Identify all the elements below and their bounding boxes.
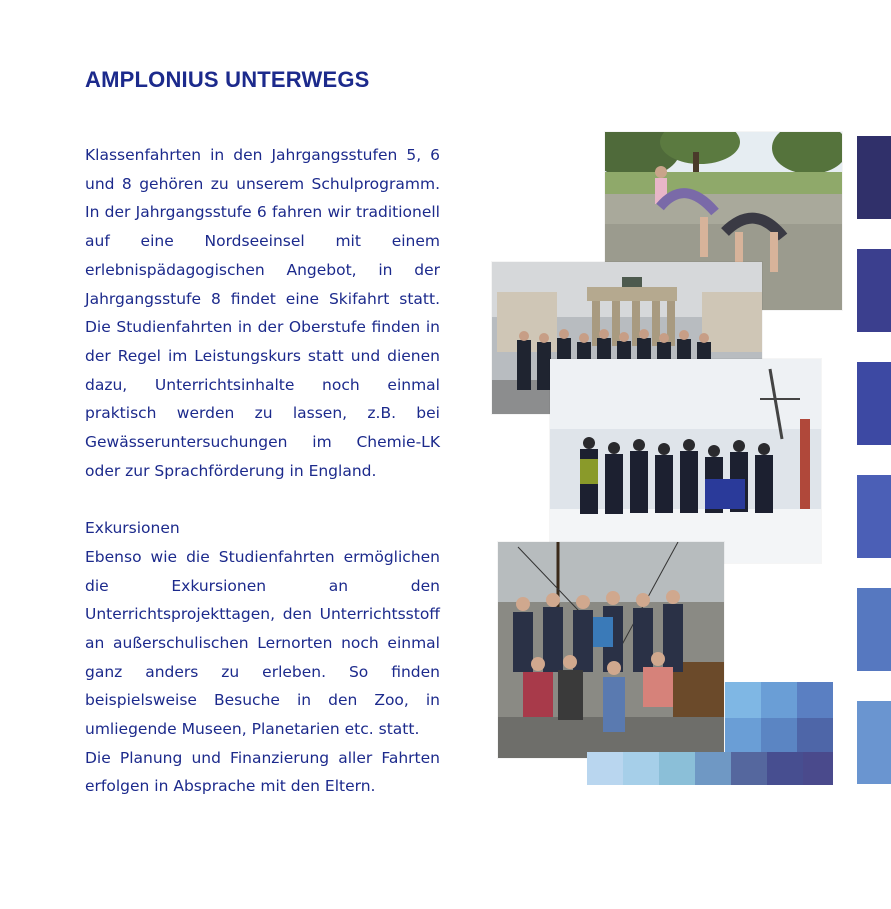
- mosaic-tile: [623, 752, 659, 785]
- mosaic-tile: [731, 752, 767, 785]
- color-stripe: [857, 588, 891, 671]
- color-stripe: [857, 701, 891, 784]
- mosaic-tile: [725, 718, 761, 754]
- mosaic-tile: [797, 718, 833, 754]
- mosaic-tile: [761, 682, 797, 718]
- color-stripe: [857, 136, 891, 219]
- mosaic-tile: [767, 752, 803, 785]
- mosaic-tile: [725, 682, 761, 718]
- body-text: [85, 141, 440, 801]
- paragraph-excursions: Ebenso wie die Studienfahrten ermöglichen die Exkursionen an den Unterrichtsprojekttagen, den Unterrichtsstoff an außerschulischen Lernorten noch einmal ganz anders zu erleben. So finden beispielsweise Besuche in den Zoo, in umliegende Museen, Planetarien etc. statt.: [85, 547, 440, 739]
- mosaic-tile: [659, 752, 695, 785]
- color-stripe: [857, 362, 891, 445]
- paragraph-class-trips: Klassenfahrten in den Jahrgangsstufen 5, 6 und 8 gehören zu unserem Schulprogramm. In der Jahrgangsstufe 6 fahren wir traditionell auf eine Nordseeinsel mit einem erlebnispädagogischen Angebot, in der Jahrgangsstufe 8 findet eine Skifahrt statt. Die Studienfahrten in der Oberstufe finden in der Regel im Leistungskurs statt und dienen dazu, Unterrichtsinhalte noch einmal praktisch werden zu lassen, z.B. bei Gewässeruntersuchungen im Chemie-LK oder zur Sprachförderung in England.: [85, 146, 440, 480]
- mosaic-tile: [803, 752, 833, 785]
- color-stripe: [857, 249, 891, 332]
- paragraph-planning: Die Planung und Finanzierung aller Fahrten erfolgen in Absprache mit den Eltern.: [85, 748, 440, 796]
- mosaic-tile: [695, 752, 731, 785]
- mosaic-tile: [761, 718, 797, 754]
- color-stripe: [857, 475, 891, 558]
- mosaic-tile: [797, 682, 833, 718]
- subheading-excursions: Exkursionen: [85, 519, 180, 538]
- mosaic-tile: [587, 752, 623, 785]
- page-title: AMPLONIUS UNTERWEGS: [85, 67, 370, 92]
- ski-trip-group-photo: [550, 359, 821, 563]
- sailing-ship-group-photo: [498, 542, 724, 758]
